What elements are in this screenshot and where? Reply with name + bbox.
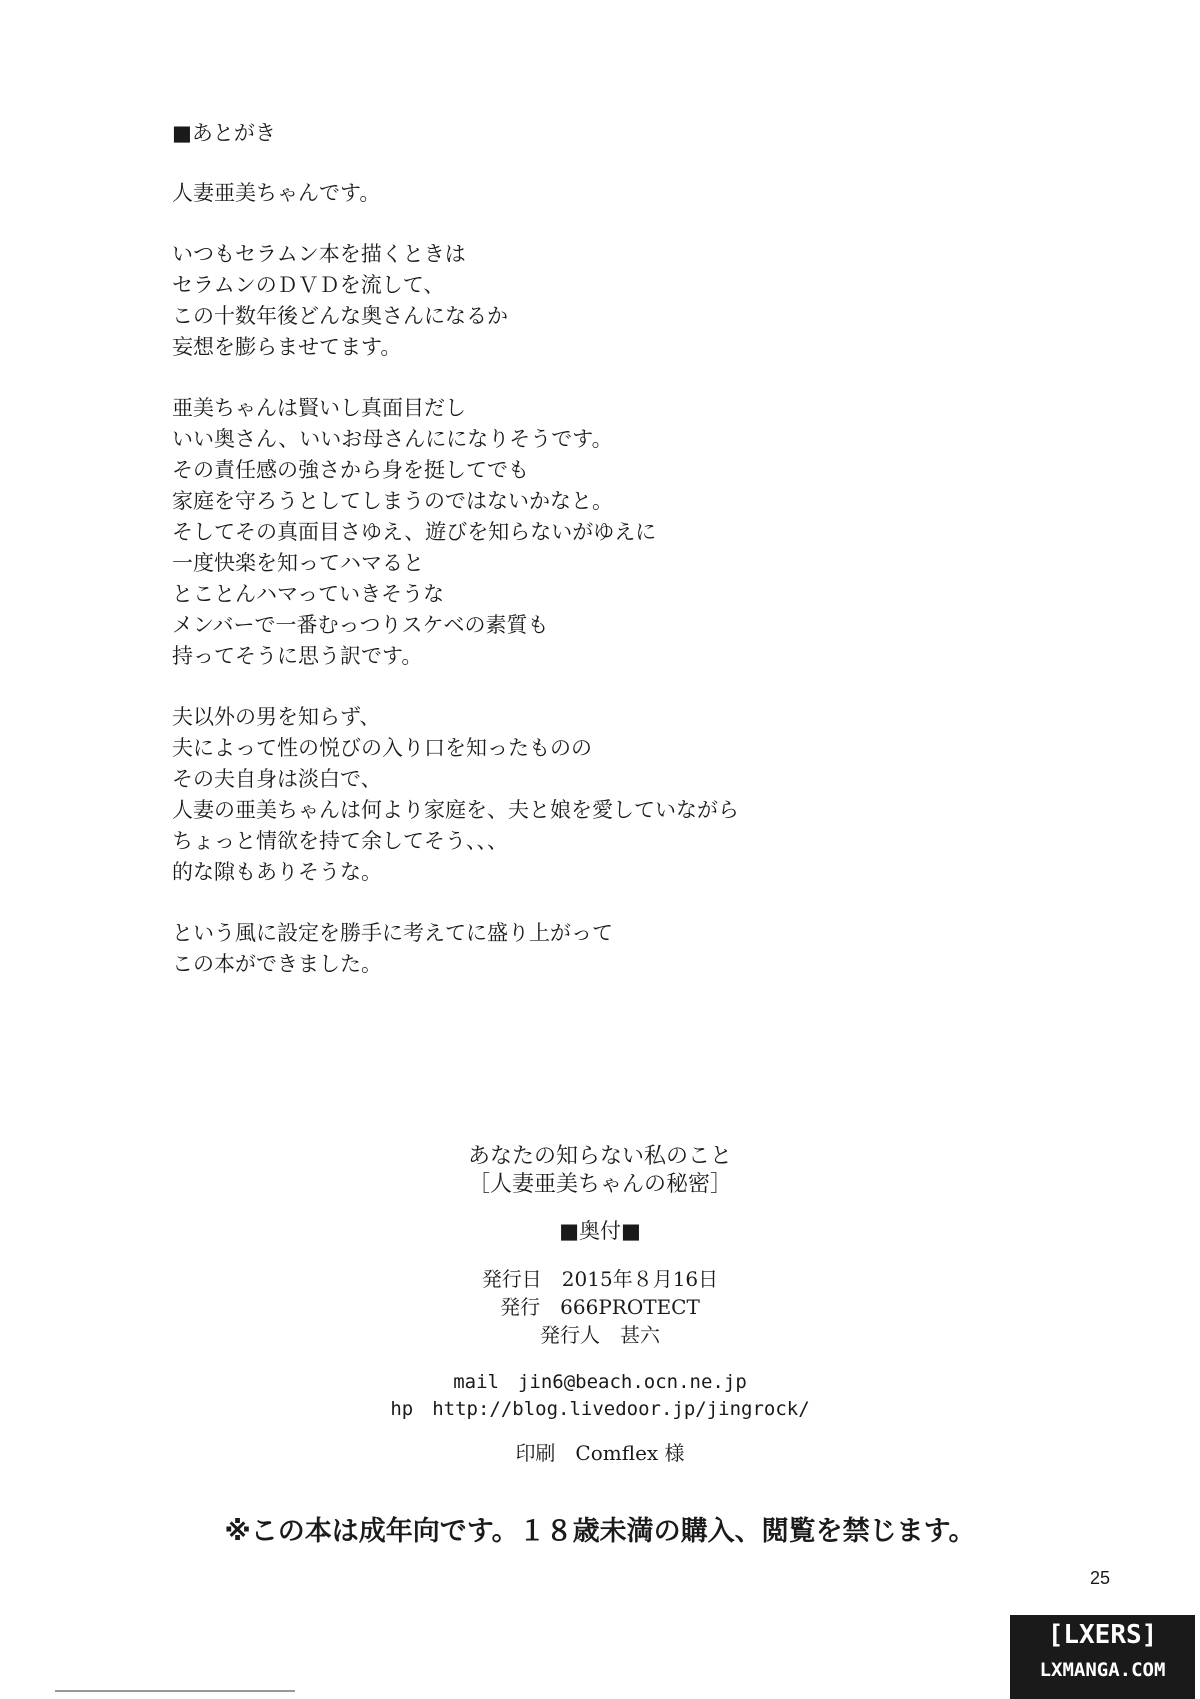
footer-divider: [55, 1690, 295, 1692]
afterword-line: ちょっと情欲を持て余してそう、、、: [172, 829, 508, 853]
author: 発行人 甚六: [540, 1323, 660, 1347]
afterword-line: その責任感の強さから身を挺してでも: [172, 458, 529, 482]
watermark-line2: LXMANGA.COM: [1039, 1659, 1166, 1681]
afterword-line: セラムンのＤＶＤを流して、: [172, 273, 445, 297]
watermark-line1: [LXERS]: [1047, 1620, 1158, 1650]
afterword-line: その夫自身は淡白で、: [172, 767, 382, 791]
afterword-line: いい奥さん、いいお母さんにになりそうです。: [172, 427, 613, 451]
age-restriction-notice: ※この本は成年向です。１８歳未満の購入、閲覧を禁じます。: [224, 1516, 976, 1547]
afterword-line: この本ができました。: [172, 952, 382, 976]
book-title: あなたの知らない私のこと: [467, 1144, 732, 1169]
afterword-line: 夫以外の男を知らず、: [172, 705, 381, 729]
colophon-section: [0, 1143, 1200, 1467]
afterword-paragraph: [172, 702, 1072, 888]
publisher: 発行 666PROTECT: [500, 1295, 700, 1319]
printer: 印刷 Comflex 様: [515, 1441, 685, 1465]
afterword-line: 亜美ちゃんは賢いし真面目だし: [172, 396, 466, 420]
afterword-line: 一度快楽を知ってハマると: [172, 551, 424, 575]
afterword-heading: ■あとがき: [172, 121, 276, 145]
afterword-section: [172, 118, 1072, 1010]
homepage-url: hp http://blog.livedoor.jp/jingrock/: [390, 1398, 810, 1420]
page-number: 25: [1090, 1568, 1111, 1588]
afterword-paragraph: [172, 918, 1072, 980]
afterword-line: 妄想を膨らませてます。: [172, 335, 402, 359]
mail-address: mail jin6@beach.ocn.ne.jp: [453, 1371, 747, 1393]
afterword-line: という風に設定を勝手に考えてに盛り上がって: [172, 921, 613, 945]
watermark-logo: [1010, 1615, 1195, 1699]
afterword-line: メンバーで一番むっつりスケベの素質も: [172, 613, 549, 637]
colophon-heading: ■奥付■: [559, 1219, 641, 1243]
afterword-line: 人妻亜美ちゃんです。: [172, 181, 381, 205]
contact-info: [0, 1369, 1200, 1423]
afterword-paragraph: [172, 393, 1072, 672]
afterword-line: 人妻の亜美ちゃんは何より家庭を、夫と娘を愛していながら: [172, 798, 739, 822]
book-subtitle: ［人妻亜美ちゃんの秘密］: [467, 1172, 732, 1197]
afterword-paragraph: [172, 178, 1072, 209]
afterword-line: いつもセラムン本を描くときは: [172, 242, 466, 266]
afterword-paragraph: [172, 239, 1072, 363]
afterword-line: 家庭を守ろうとしてしまうのではないかなと。: [172, 489, 613, 513]
afterword-line: とことんハマっていきそうな: [172, 582, 445, 606]
afterword-line: 持ってそうに思う訳です。: [172, 644, 423, 668]
afterword-line: 的な隙もありそうな。: [172, 860, 382, 884]
publish-date: 発行日 2015年８月16日: [481, 1267, 719, 1291]
afterword-line: 夫によって性の悦びの入り口を知ったものの: [172, 736, 592, 760]
afterword-line: そしてその真面目さゆえ、遊びを知らないがゆえに: [172, 520, 657, 544]
afterword-line: この十数年後どんな奥さんになるか: [172, 304, 508, 328]
